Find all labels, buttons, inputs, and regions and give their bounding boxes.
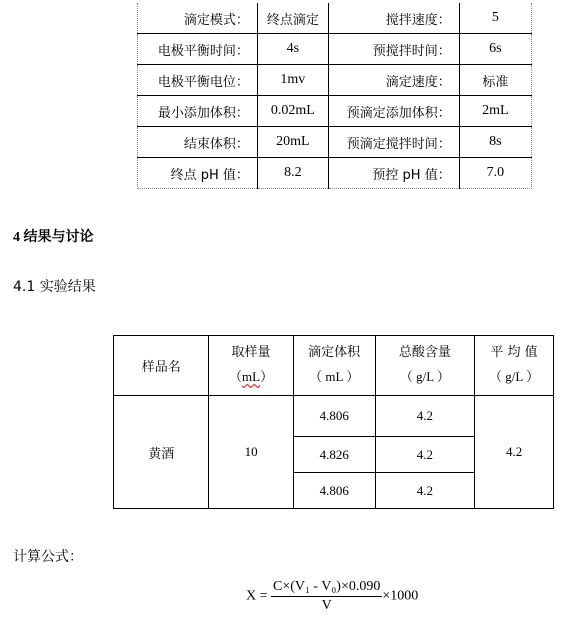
param-value: 4s xyxy=(257,34,328,65)
param-label: 滴定速度： xyxy=(328,65,459,96)
param-label: 预控 pH 值： xyxy=(328,158,459,189)
header-titration: 滴定体积 （ mL ） xyxy=(293,336,375,396)
header-sample: 样品名 xyxy=(114,336,209,396)
param-value: 8s xyxy=(459,127,531,158)
acid-content-cell: 4.2 xyxy=(375,473,474,509)
param-value: 0.02mL xyxy=(257,96,328,127)
acid-content-cell: 4.2 xyxy=(375,396,474,437)
section-heading: 4 结果与讨论 xyxy=(13,230,94,245)
param-row xyxy=(138,65,532,96)
param-value: 8.2 xyxy=(257,158,328,189)
sample-name-cell: 黄酒 xyxy=(114,396,209,509)
param-label: 结束体积： xyxy=(138,127,258,158)
formula-tail: ×1000 xyxy=(382,588,419,604)
header-volume: 取样量 （mL） xyxy=(209,336,293,396)
results-header-row xyxy=(114,336,554,396)
param-value: 7.0 xyxy=(459,158,531,189)
param-label: 预滴定添加体积： xyxy=(328,96,459,127)
formula-label: 计算公式： xyxy=(13,549,83,565)
param-value: 标准 xyxy=(459,65,531,96)
subsection-heading: 4.1 实验结果 xyxy=(13,279,96,295)
average-cell: 4.2 xyxy=(475,396,554,509)
results-table xyxy=(113,335,554,509)
param-label: 预滴定搅拌时间： xyxy=(328,127,459,158)
param-row xyxy=(138,158,532,189)
sample-volume-cell: 10 xyxy=(209,396,293,509)
param-row xyxy=(138,3,532,34)
header-acid: 总酸含量 （ g/L ） xyxy=(375,336,474,396)
param-label: 电极平衡时间： xyxy=(138,34,258,65)
formula-numerator: C×(V₁ - V₀)×0.090 xyxy=(271,579,382,597)
formula-fraction xyxy=(271,579,382,614)
param-value: 5 xyxy=(459,3,531,34)
param-label: 滴定模式： xyxy=(138,3,258,34)
parameter-table xyxy=(137,3,532,189)
param-label: 搅拌速度： xyxy=(328,3,459,34)
param-value: 终点滴定 xyxy=(257,3,328,34)
param-label: 预搅拌时间： xyxy=(328,34,459,65)
param-row xyxy=(138,127,532,158)
header-average: 平 均 值 （ g/L ） xyxy=(475,336,554,396)
acid-content-cell: 4.2 xyxy=(375,437,474,473)
param-label: 最小添加体积： xyxy=(138,96,258,127)
param-label: 电极平衡电位： xyxy=(138,65,258,96)
formula-denominator: V xyxy=(321,598,332,613)
titration-volume-cell: 4.806 xyxy=(293,473,375,509)
table-row xyxy=(114,396,554,437)
titration-volume-cell: 4.806 xyxy=(293,396,375,437)
param-value: 1mv xyxy=(257,65,328,96)
param-value: 2mL xyxy=(459,96,531,127)
titration-volume-cell: 4.826 xyxy=(293,437,375,473)
param-row xyxy=(138,96,532,127)
param-value: 20mL xyxy=(257,127,328,158)
param-row xyxy=(138,34,532,65)
param-value: 6s xyxy=(459,34,531,65)
param-label: 终点 pH 值： xyxy=(138,158,258,189)
formula xyxy=(246,579,418,614)
formula-lhs: X = xyxy=(246,588,268,604)
